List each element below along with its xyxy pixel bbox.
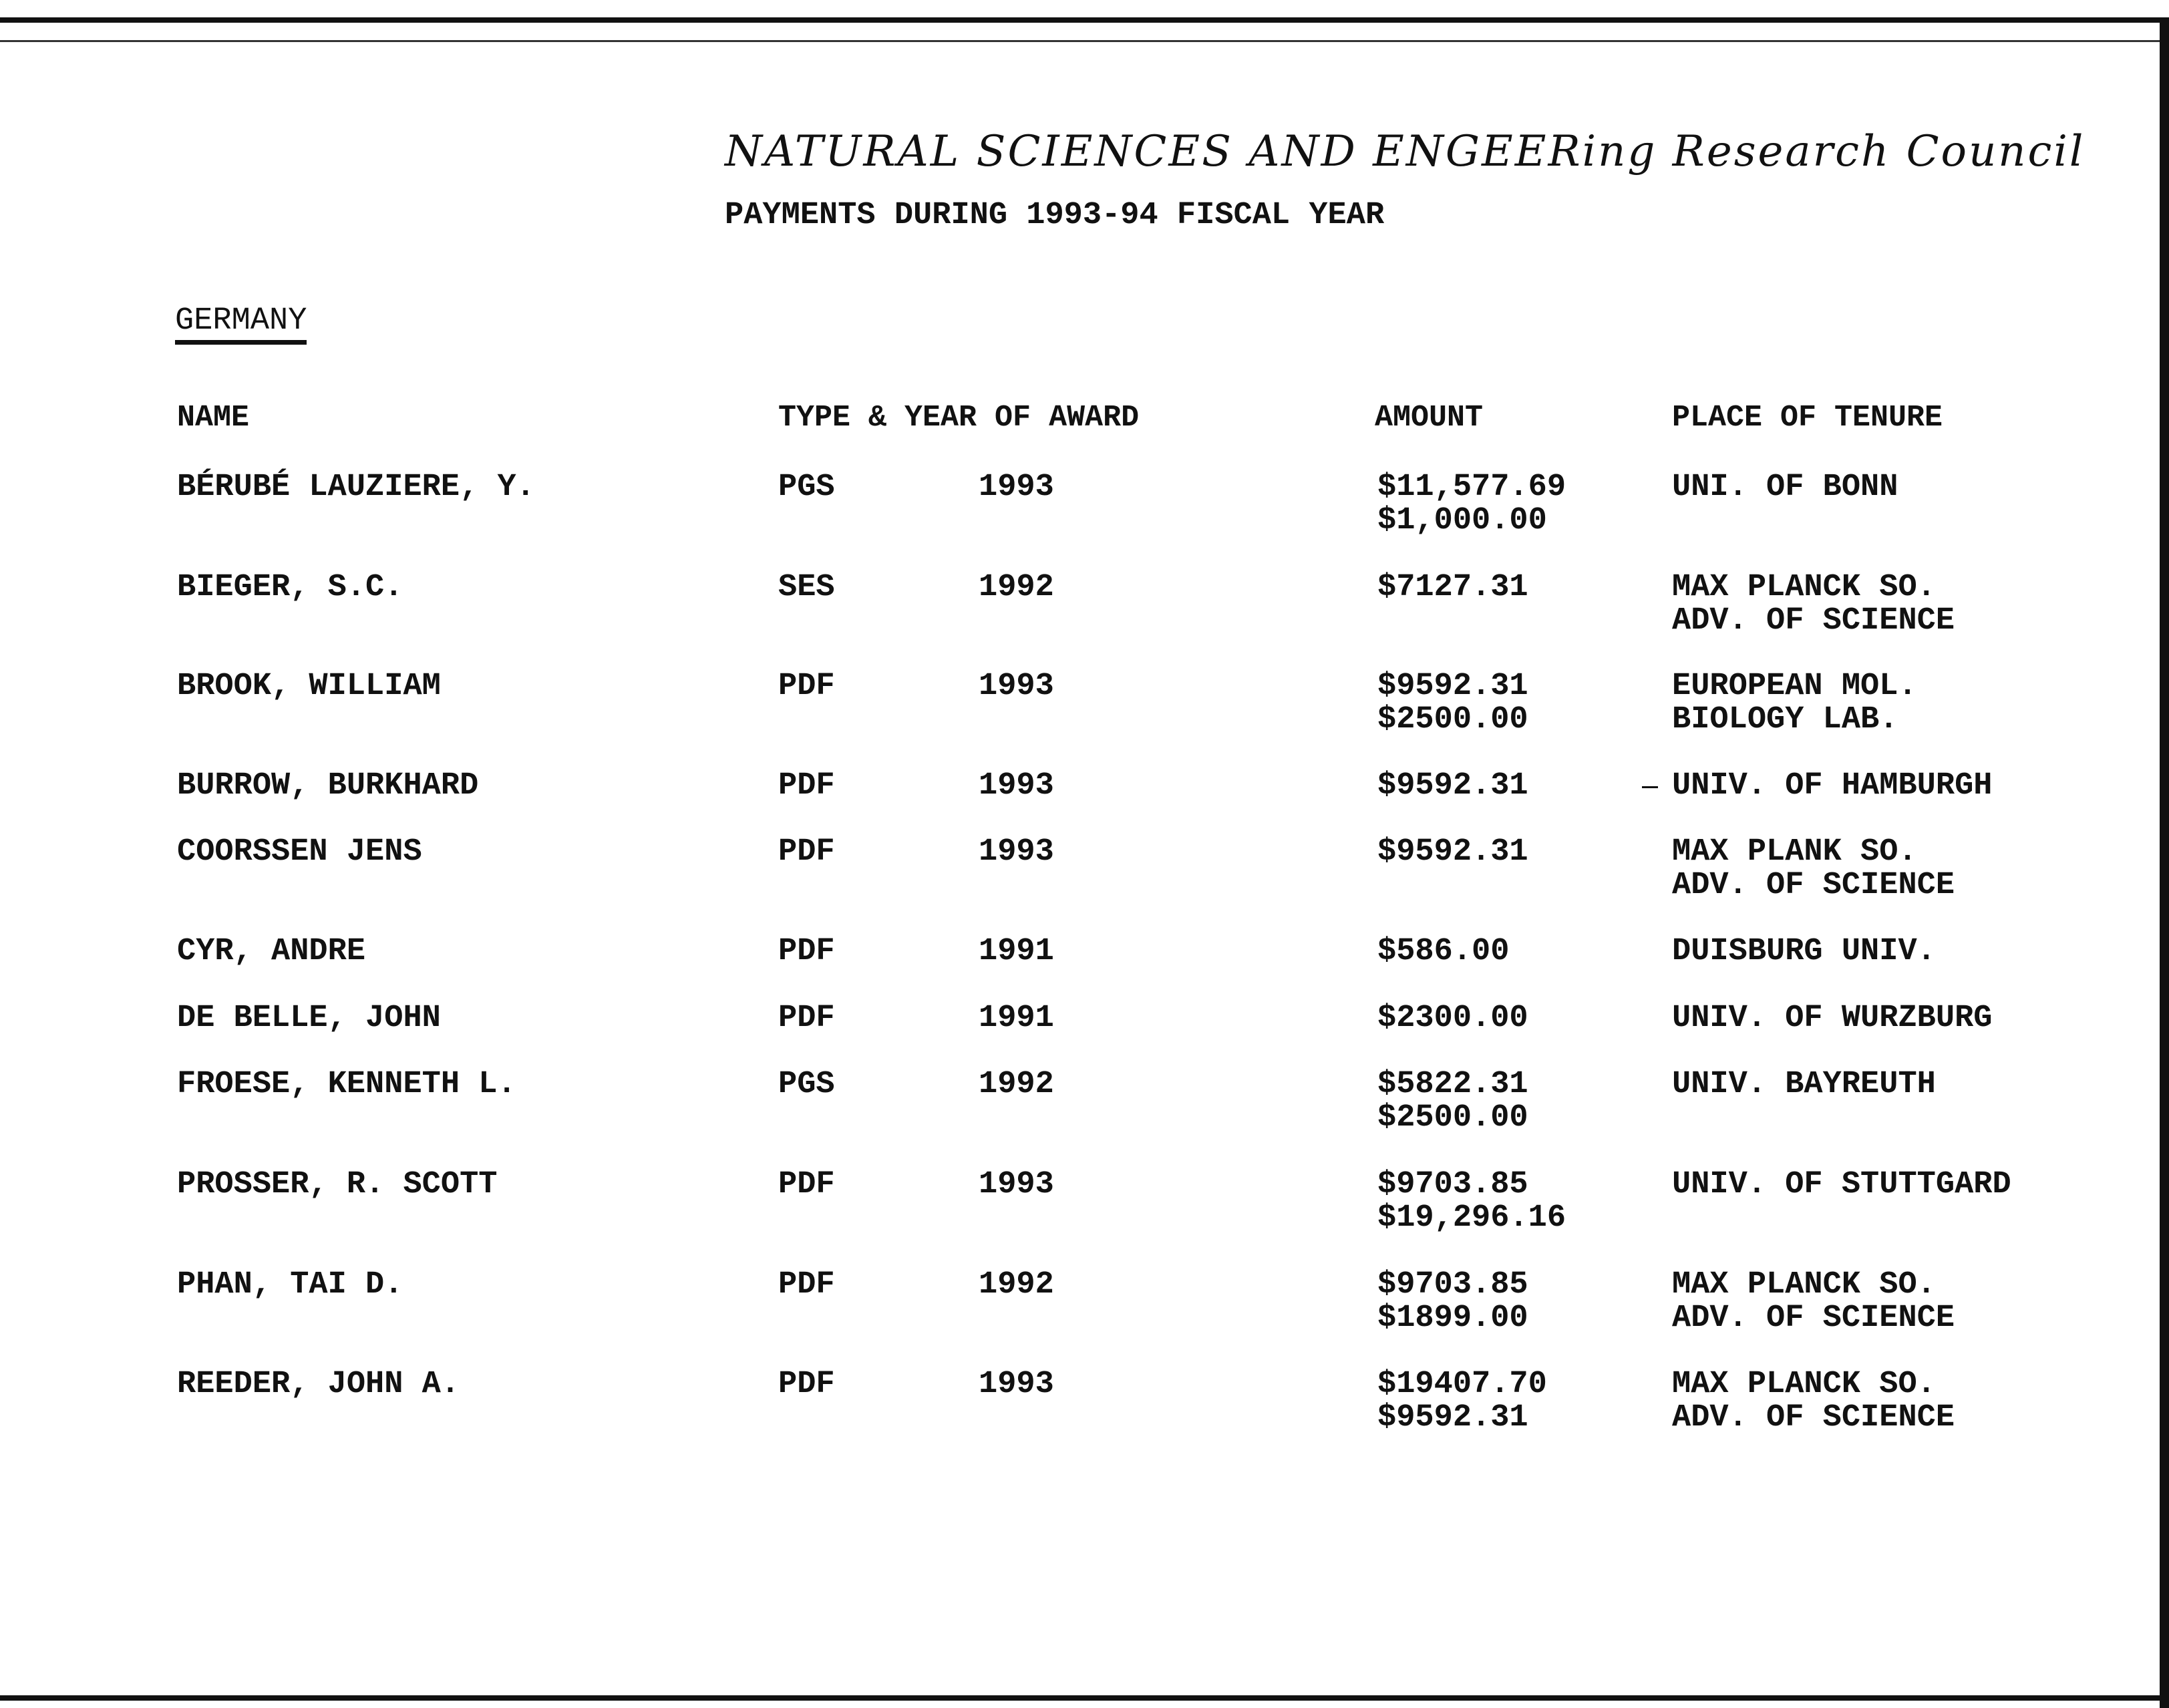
award-type: PGS [778,1067,835,1102]
place-of-tenure-line: ADV. OF SCIENCE [1672,603,1955,639]
recipient-name: PROSSER, R. SCOTT [177,1167,498,1202]
place-of-tenure-cell [1672,935,1936,969]
amount-cell [1377,836,1528,869]
recipient-name: BURROW, BURKHARD [177,768,479,804]
award-type: PDF [778,768,835,804]
award-type: SES [778,570,835,605]
amount-cell [1377,571,1528,605]
amount-value: $9592.31 [1377,834,1528,870]
award-type: PDF [778,934,835,969]
place-of-tenure-line: UNIV. OF STUTTGARD [1672,1167,2011,1202]
place-of-tenure-cell [1672,571,1955,638]
place-of-tenure-line: MAX PLANCK SO. [1672,1267,1936,1303]
recipient-name: BIEGER, S.C. [177,570,403,605]
place-of-tenure-line: UNIV. OF HAMBURGH [1672,768,1993,804]
amount-value: $7127.31 [1377,570,1528,605]
amount-value: $1899.00 [1377,1301,1528,1336]
award-type: PDF [778,1367,835,1402]
amount-cell [1377,770,1528,803]
award-year: 1993 [979,834,1054,870]
margin-dash-mark [1642,786,1658,788]
award-year: 1991 [979,1001,1054,1036]
award-year: 1992 [979,1067,1054,1102]
column-header-name: NAME [177,401,250,435]
table-row [0,571,2169,665]
table-row [0,670,2169,763]
award-year: 1992 [979,570,1054,605]
place-of-tenure-line: UNIV. BAYREUTH [1672,1067,1936,1102]
place-of-tenure-line: MAX PLANCK SO. [1672,1367,1936,1402]
award-type: PDF [778,1267,835,1303]
recipient-name: CYR, ANDRE [177,934,366,969]
amount-value: $2500.00 [1377,1100,1528,1136]
amount-cell [1377,1368,1547,1435]
award-year: 1992 [979,1267,1054,1303]
place-of-tenure-line: UNI. OF BONN [1672,470,1898,505]
amount-value: $586.00 [1377,934,1510,969]
recipient-name: FROESE, KENNETH L. [177,1067,516,1102]
amount-cell [1377,670,1528,737]
table-row [0,1268,2169,1362]
amount-value: $9592.31 [1377,669,1528,704]
amount-cell [1377,1168,1566,1235]
award-year: 1993 [979,1367,1054,1402]
amount-cell [1377,471,1566,538]
top-border-thin-line [0,40,2169,42]
amount-cell [1377,935,1509,969]
place-of-tenure-cell [1672,1168,2011,1202]
column-header-type-year: TYPE & YEAR OF AWARD [778,401,1140,435]
place-of-tenure-line: ADV. OF SCIENCE [1672,868,1955,903]
amount-cell [1377,1002,1528,1035]
place-of-tenure-line: EUROPEAN MOL. [1672,669,1917,704]
recipient-name: DE BELLE, JOHN [177,1001,441,1036]
table-row [0,1368,2169,1462]
country-heading: GERMANY [175,303,307,345]
amount-value: $2300.00 [1377,1001,1528,1036]
recipient-name: REEDER, JOHN A. [177,1367,460,1402]
award-year: 1991 [979,934,1054,969]
place-of-tenure-line: BIOLOGY LAB. [1672,702,1898,737]
recipient-name: COORSSEN JENS [177,834,422,870]
place-of-tenure-line: MAX PLANK SO. [1672,834,1917,870]
amount-value: $2500.00 [1377,702,1528,737]
recipient-name: PHAN, TAI D. [177,1267,403,1303]
award-year: 1993 [979,768,1054,804]
recipient-name: BÉRUBÉ LAUZIERE, Y. [177,470,535,505]
award-type: PGS [778,470,835,505]
place-of-tenure-cell [1672,1368,1955,1435]
table-row [0,836,2169,929]
place-of-tenure-cell [1672,1268,1955,1335]
amount-value: $11,577.69 [1377,470,1566,505]
place-of-tenure-cell [1672,670,1917,737]
award-type: PDF [778,1001,835,1036]
column-header-amount: AMOUNT [1375,401,1484,435]
amount-value: $19,296.16 [1377,1200,1566,1236]
bottom-border-line [0,1695,2169,1701]
award-type: PDF [778,1167,835,1202]
award-year: 1993 [979,470,1054,505]
amount-value: $9592.31 [1377,768,1528,804]
amount-value: $9592.31 [1377,1400,1528,1435]
place-of-tenure-cell [1672,1068,1936,1101]
document-subtitle: PAYMENTS DURING 1993-94 FISCAL YEAR [725,198,1385,233]
award-year: 1993 [979,669,1054,704]
amount-value: $9703.85 [1377,1267,1528,1303]
place-of-tenure-cell [1672,1002,1992,1035]
handwritten-title: NATURAL SCIENCES AND ENGEERing Research Council [725,127,2085,176]
place-of-tenure-line: DUISBURG UNIV. [1672,934,1936,969]
place-of-tenure-cell [1672,770,1992,803]
amount-value: $1,000.00 [1377,503,1547,538]
place-of-tenure-cell [1672,471,1898,504]
amount-value: $9703.85 [1377,1167,1528,1202]
recipient-name: BROOK, WILLIAM [177,669,441,704]
table-row [0,471,2169,564]
award-type: PDF [778,834,835,870]
place-of-tenure-line: ADV. OF SCIENCE [1672,1301,1955,1336]
place-of-tenure-line: ADV. OF SCIENCE [1672,1400,1955,1435]
amount-value: $19407.70 [1377,1367,1547,1402]
top-border-line [0,17,2169,23]
award-type: PDF [778,669,835,704]
place-of-tenure-line: MAX PLANCK SO. [1672,570,1936,605]
table-row [0,1168,2169,1262]
place-of-tenure-line: UNIV. OF WURZBURG [1672,1001,1993,1036]
amount-value: $5822.31 [1377,1067,1528,1102]
place-of-tenure-cell [1672,836,1955,902]
amount-cell [1377,1068,1528,1135]
award-year: 1993 [979,1167,1054,1202]
table-row [0,1068,2169,1162]
column-header-place: PLACE OF TENURE [1672,401,1943,435]
amount-cell [1377,1268,1528,1335]
